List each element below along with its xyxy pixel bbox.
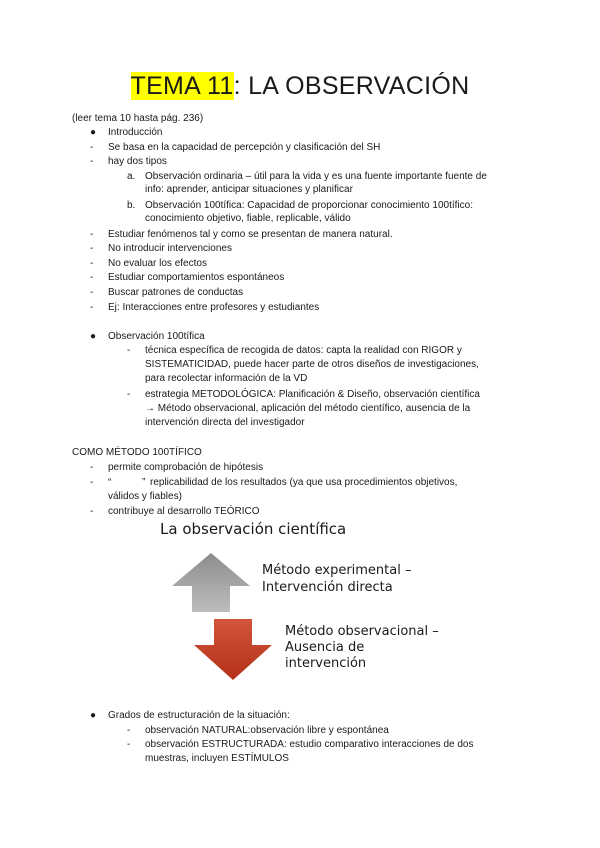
- quote-open: “: [108, 477, 112, 488]
- section-intro-heading: Introducción: [108, 127, 163, 138]
- dash-marker: -: [90, 272, 94, 283]
- dash-marker: -: [127, 389, 131, 400]
- list-item: Observación ordinaria – útil para la vida y es una fuente importante fuente de: [145, 171, 487, 182]
- dash-marker: -: [127, 739, 131, 750]
- list-item: Estudiar comportamientos espontáneos: [108, 272, 285, 283]
- title-highlight: TEMA 11: [130, 72, 234, 100]
- observational-method-sublabel: intervención: [285, 656, 367, 671]
- experimental-method-sublabel: Intervención directa: [262, 580, 393, 595]
- dash-marker: -: [90, 302, 94, 313]
- dash-marker: -: [90, 506, 94, 517]
- quote-close: ”: [142, 477, 146, 488]
- list-item: hay dos tipos: [108, 156, 167, 167]
- dash-marker: -: [90, 229, 94, 240]
- list-item: Observación 100tífica: Capacidad de proporcionar conocimiento 100tífico:: [145, 200, 473, 211]
- list-item: SISTEMATICIDAD, puede hacer parte de otros diseños de investigaciones,: [145, 359, 479, 370]
- experimental-method-label: Método experimental –: [262, 563, 412, 578]
- list-item: permite comprobación de hipótesis: [108, 462, 264, 473]
- list-item: → Método observacional, aplicación del método científico, ausencia de la: [145, 403, 471, 414]
- list-item: para recolectar información de la VD: [145, 373, 308, 384]
- title-rest: : LA OBSERVACIÓN: [233, 72, 470, 100]
- dash-marker: -: [127, 725, 131, 736]
- list-item: No introducir intervenciones: [108, 243, 232, 254]
- dash-marker: -: [90, 477, 94, 488]
- observational-method-sublabel: Ausencia de: [285, 640, 365, 655]
- page-title: [0, 72, 600, 101]
- dash-marker: -: [90, 287, 94, 298]
- section-heading: COMO MÉTODO 100TÍFICO: [72, 447, 202, 458]
- list-item: No evaluar los efectos: [108, 258, 207, 269]
- reading-note: (leer tema 10 hasta pág. 236): [72, 113, 204, 124]
- list-item: observación NATURAL:observación libre y espontánea: [145, 725, 389, 736]
- dash-marker: -: [90, 258, 94, 269]
- observational-method-label: Método observacional –: [285, 624, 439, 639]
- list-item: válidos y fiables): [108, 491, 182, 502]
- list-item: Estudiar fenómenos tal y como se presentan de manera natural.: [108, 229, 393, 240]
- down-arrow-icon: [194, 619, 272, 680]
- list-marker-a: a.: [127, 171, 136, 182]
- list-item: muestras, incluyen ESTÍMULOS: [145, 753, 289, 764]
- list-item: Buscar patrones de conductas: [108, 287, 244, 298]
- list-item: estrategia METODOLÓGICA: Planificación & Diseño, observación científica: [145, 389, 480, 400]
- list-item: Se basa en la capacidad de percepción y clasificación del SH: [108, 142, 381, 153]
- dash-marker: -: [90, 462, 94, 473]
- list-item: replicabilidad de los resultados (ya que usa procedimientos objetivos,: [150, 477, 458, 488]
- dash-marker: -: [90, 142, 94, 153]
- dash-marker: -: [127, 345, 131, 356]
- list-item: contribuye al desarrollo TEÓRICO: [108, 506, 260, 517]
- bullet-marker: ●: [90, 331, 97, 342]
- section-heading: Grados de estructuración de la situación:: [108, 710, 290, 721]
- list-item: Ej: Interacciones entre profesores y estudiantes: [108, 302, 320, 313]
- list-item: técnica específica de recogida de datos: capta la realidad con RIGOR y: [145, 345, 462, 356]
- list-item: observación ESTRUCTURADA: estudio comparativo interacciones de dos: [145, 739, 474, 750]
- list-marker-b: b.: [127, 200, 136, 211]
- bullet-marker: ●: [90, 710, 97, 721]
- list-item: info: aprender, anticipar situaciones y planificar: [145, 184, 353, 195]
- bullet-marker: ●: [90, 127, 97, 138]
- list-item: intervención directa del investigador: [145, 417, 305, 428]
- up-arrow-icon: [172, 553, 250, 612]
- dash-marker: -: [90, 243, 94, 254]
- section-heading: Observación 100tífica: [108, 331, 205, 342]
- figure-title: La observación científica: [160, 520, 347, 538]
- list-item: conocimiento objetivo, fiable, replicable, válido: [145, 213, 351, 224]
- dash-marker: -: [90, 156, 94, 167]
